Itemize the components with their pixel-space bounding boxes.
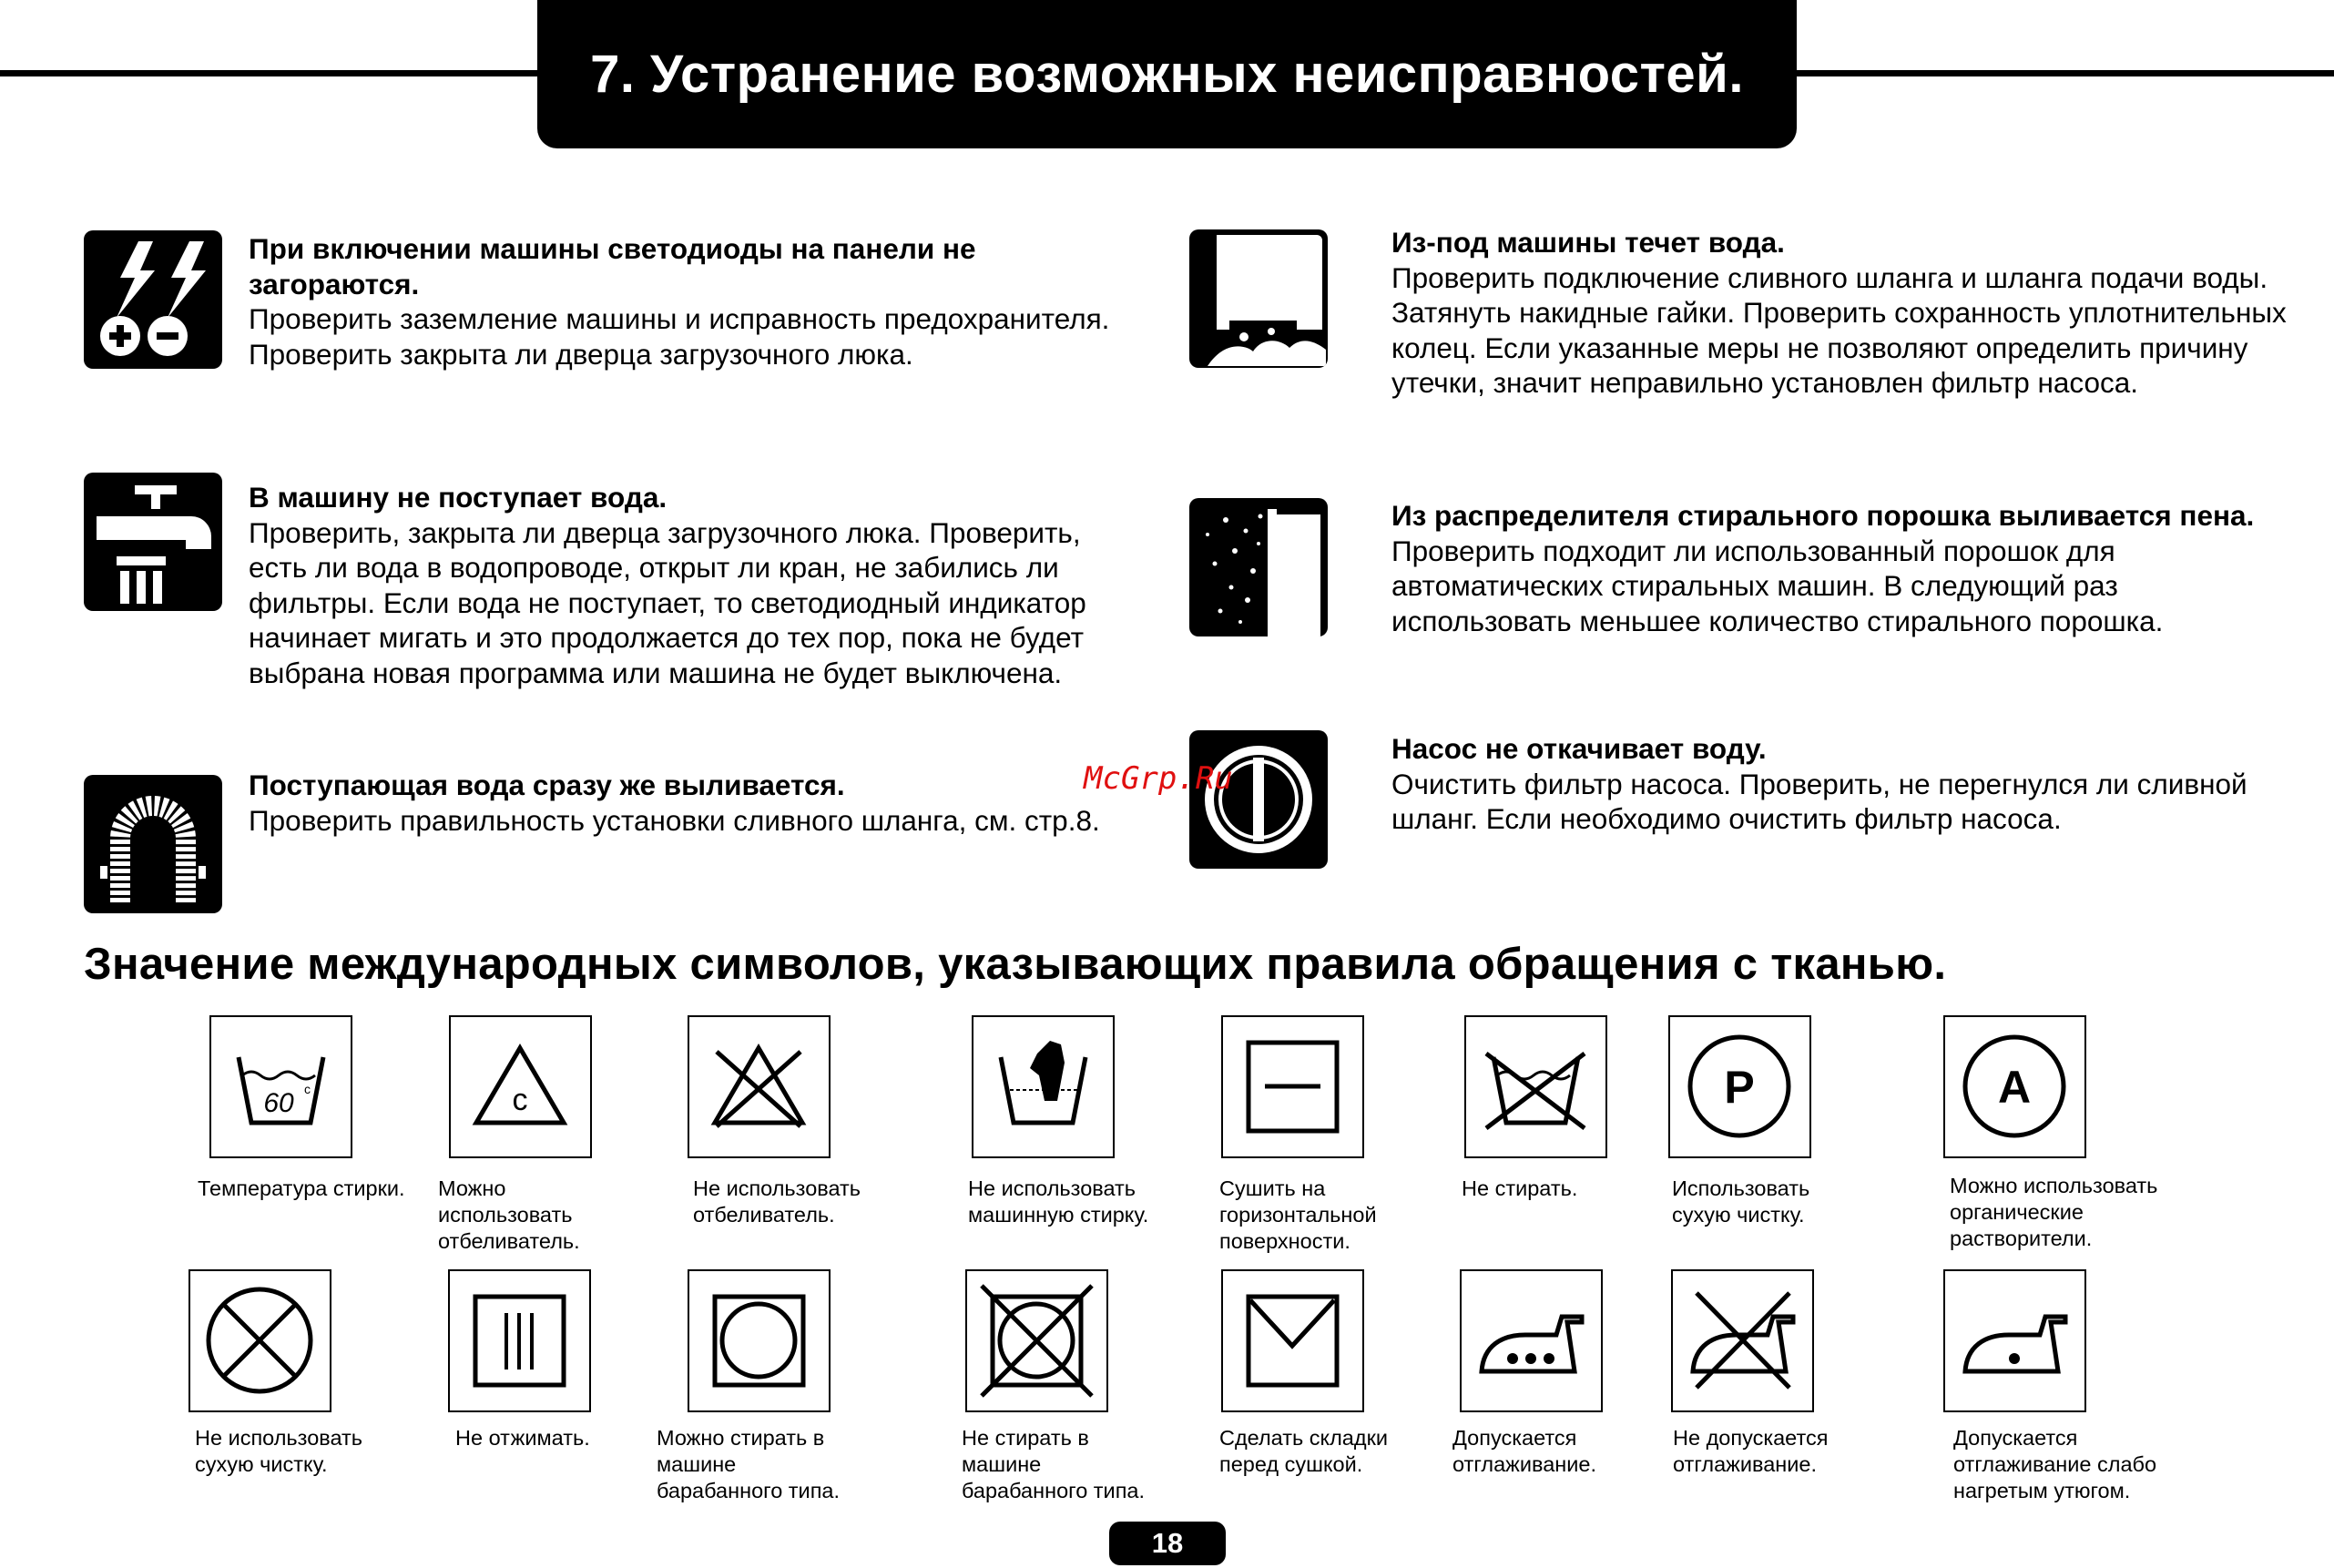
symbol-caption: Температура стирки.	[198, 1176, 405, 1200]
symbols-section-title: Значение международных символов, указывающих правила обращения с тканью.	[84, 940, 1947, 989]
symbol-caption: Сделать складки перед сушкой.	[1219, 1426, 1388, 1476]
bleach-letter: c	[512, 1083, 528, 1117]
dry-clean-a-icon	[1943, 1015, 2086, 1158]
issue-text: Проверить подходит ли использованный порошок для автоматических стиральных машин. В следующий раз использовать меньшее количество стирального порошка.	[1391, 534, 2164, 637]
symbol-caption: Не стирать в машине барабанного типа.	[962, 1426, 1146, 1502]
issue-leds	[249, 231, 1132, 372]
symbol-caption: Не стирать.	[1462, 1176, 1578, 1200]
watermark: McGrp.Ru	[1084, 760, 1233, 797]
issue-title: Поступающая вода сразу же выливается.	[249, 769, 845, 801]
symbol-caption: Допускается отглаживание.	[1452, 1426, 1596, 1476]
dry-clean-p-icon	[1668, 1015, 1811, 1158]
symbol-caption: Можно стирать в машине барабанного типа.	[657, 1426, 841, 1502]
symbol-caption: Не использовать сухую чистку.	[195, 1426, 363, 1476]
hand-wash-icon	[972, 1015, 1115, 1158]
issue-pump	[1391, 731, 2302, 837]
water-tap-icon	[84, 473, 222, 611]
symbol-caption: Не использовать отбеливатель.	[693, 1176, 861, 1227]
issue-title: Насос не откачивает воду.	[1391, 732, 1767, 765]
water-leak-icon	[1189, 229, 1328, 368]
issue-title: В машину не поступает вода.	[249, 481, 668, 514]
wash-temp-unit: c	[304, 1082, 311, 1096]
wash-60-icon	[209, 1015, 352, 1158]
tumble-dry-icon	[688, 1269, 831, 1412]
symbol-caption: Не использовать машинную стирку.	[968, 1176, 1149, 1227]
foam-dispenser-icon	[1189, 498, 1328, 636]
issue-title: Из-под машины течет вода.	[1391, 226, 1785, 259]
page-number: 18	[1109, 1522, 1226, 1565]
issue-text: Очистить фильтр насоса. Проверить, не перегнулся ли сливной шланг. Если необходимо очистить фильтр насоса.	[1391, 767, 2247, 835]
page-title-box	[537, 0, 1797, 148]
iron-low-icon	[1943, 1269, 2086, 1412]
symbol-caption: Не допускается отглаживание.	[1673, 1426, 1829, 1476]
electric-plus-minus-icon	[84, 230, 222, 369]
iron-hot-icon	[1460, 1269, 1603, 1412]
symbol-caption: Сушить на горизонтальной поверхности.	[1219, 1176, 1377, 1253]
issue-text: Проверить правильность установки сливного шланга, см. стр.8.	[249, 803, 1100, 837]
issue-drain	[249, 768, 1123, 838]
issue-text: Проверить, закрыта ли дверца загрузочного люка. Проверить, есть ли вода в водопроводе, открыт ли кран, не забились ли фильтры. Если вода не поступает, то светодиодный индикатор начинает мигать и это продолжается до тех пор, пока не будет выбрана новая программа или машина не будет выключена.	[249, 515, 1086, 689]
line-dry-icon	[1221, 1269, 1364, 1412]
no-iron-icon	[1671, 1269, 1814, 1412]
symbol-caption: Допускается отглаживание слабо нагретым утюгом.	[1953, 1426, 2157, 1502]
issue-text: Проверить заземление машины и исправность предохранителя. Проверить закрыта ли дверца загрузочного люка.	[249, 302, 1110, 371]
dry-clean-letter: P	[1724, 1062, 1755, 1113]
issue-no-water	[249, 480, 1123, 690]
symbol-caption: Использовать сухую чистку.	[1672, 1176, 1810, 1227]
dry-flat-icon	[1221, 1015, 1364, 1158]
issue-leak	[1391, 225, 2302, 401]
no-tumble-dry-icon	[965, 1269, 1108, 1412]
symbol-caption: Не отжимать.	[455, 1426, 590, 1450]
no-wash-icon	[1464, 1015, 1607, 1158]
no-wring-icon	[448, 1269, 591, 1412]
page-title: 7. Устранение возможных неисправностей.	[590, 45, 1744, 104]
issue-title: При включении машины светодиоды на панели не загораются.	[249, 232, 976, 300]
pump-filter-icon	[1189, 730, 1328, 869]
symbol-caption: Можно использовать отбеливатель.	[438, 1176, 580, 1253]
wash-temp: 60	[263, 1088, 294, 1118]
bleach-allowed-icon	[449, 1015, 592, 1158]
no-bleach-icon	[688, 1015, 831, 1158]
no-dry-clean-icon	[189, 1269, 331, 1412]
drain-hose-icon	[84, 775, 222, 913]
dry-clean-letter: A	[1997, 1062, 2032, 1113]
issue-text: Проверить подключение сливного шланга и шланга подачи воды. Затянуть накидные гайки. Проверить сохранность уплотнительных колец. Если указанные меры не позволяют определить причину утечки, значит неправильно установлен фильтр насоса.	[1391, 260, 2287, 399]
issue-foam	[1391, 498, 2302, 638]
symbol-caption: Можно использовать органические растворители.	[1950, 1174, 2158, 1250]
issue-title: Из распределителя стирального порошка выливается пена.	[1391, 499, 2255, 532]
